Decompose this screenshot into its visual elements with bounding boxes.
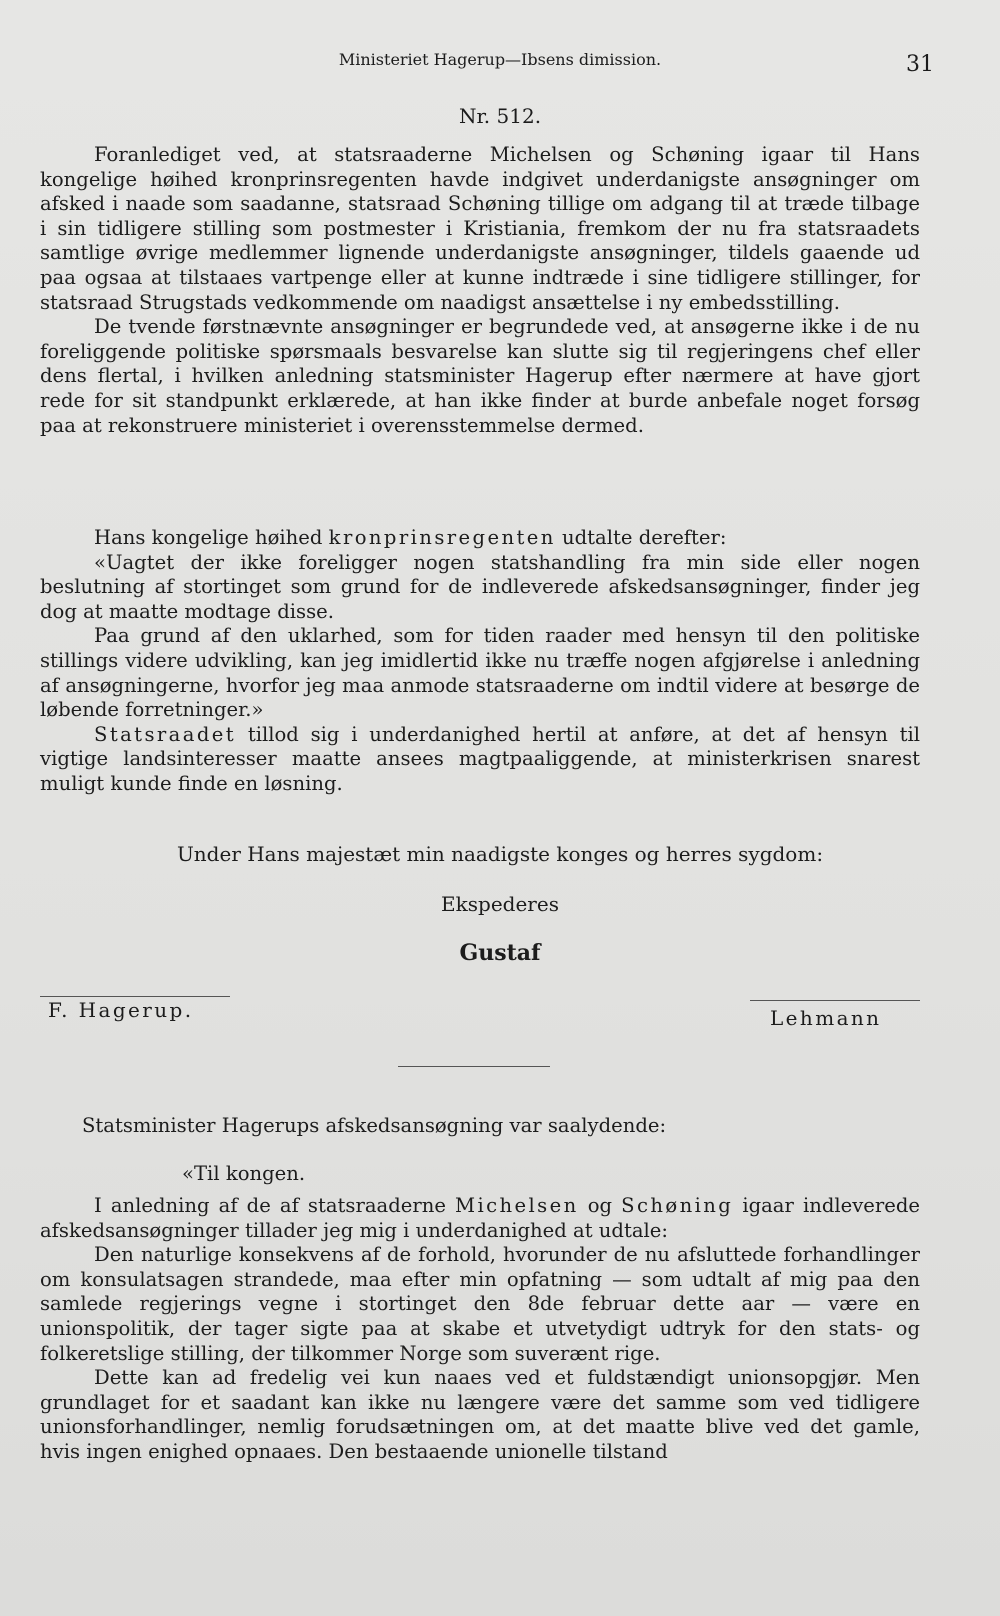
paragraph: Dette kan ad fredelig vei kun naaes ved et fuldstændigt unionsopgjør. Men grundlaget for et saadant kan ikke nu længere være det samme som ved tidligere unionsforhandlinger, nemlig forudsætningen om, at det maatte blive ved det gamle, hvis ingen enighed opnaaes. Den bestaaende unionelle tilstand: [40, 1366, 920, 1463]
address-line: [182, 1162, 582, 1187]
page-number: 31: [906, 52, 934, 77]
ekspederes-line: Ekspederes: [441, 892, 559, 916]
paragraph: [40, 1194, 920, 1243]
signature-rule-right: [750, 1000, 920, 1001]
spaced-name: kronprinsregenten: [328, 526, 556, 549]
paragraph: «Til kongen.: [182, 1162, 306, 1185]
spaced-name: Michelsen: [455, 1194, 579, 1217]
text-run: igaar indleverede afskedsansøgninger tillader jeg mig i underdanighed at udtale:: [40, 1194, 920, 1242]
spaced-name: Schøning: [621, 1194, 734, 1217]
paragraph: Statsminister Hagerups afskedsansøgning var saalydende:: [82, 1114, 667, 1137]
text-run: tillod sig i underdanighed hertil at anføre, at det af hensyn til vigtige landsinteresser maatte ansees magtpaaliggende, at ministerkrisen snarest muligt kunde finde en løsning.: [40, 722, 920, 795]
text-run: Hans kongelige høihed: [94, 526, 329, 549]
section-divider: [398, 1066, 550, 1067]
signature-left: F. Hagerup.: [48, 998, 194, 1022]
protocol-section: [40, 143, 920, 438]
text-run: udtalte derefter:: [555, 526, 727, 549]
royal-signature: Gustaf: [459, 940, 541, 966]
paragraph: Den naturlige konsekvens af de forhold, hvorunder de nu afsluttede forhandlinger om konsulatsagen strandede, maa efter min opfatning — som udtalt af mig paa den samlede regjerings vegne i stortinget den 8de februar dette aar — være en unionspolitik, der tager sigte paa at skabe et utvetydigt udtryk for den stats- og folkeretslige stilling, der tilkommer Norge som suverænt rige.: [40, 1243, 920, 1365]
spaced-name: Statsraadet: [94, 722, 237, 746]
text-run: I anledning af de af statsraaderne: [94, 1194, 455, 1217]
signature-rule-left: [40, 996, 230, 997]
paragraph: [40, 723, 920, 797]
paragraph: Foranlediget ved, at statsraaderne Michelsen og Schøning igaar til Hans kongelige høihed kronprinsregenten havde indgivet underdanigste ansøgninger om afsked i naade som saadanne, statsraad Schøning tillige om adgang til at træde tilbage i sin tidligere stilling som postmester i Kristiania, fremkom der nu fra statsraadets samtlige øvrige medlemmer lignende underdanigste ansøgninger, tildels gaaende ud paa ogsaa at tilstaaes vartpenge eller at kunne indtræde i sine tidligere stillinger, for statsraad Strugstads vedkommende om naadigst ansættelse i ny embedsstilling.: [40, 143, 920, 314]
regent-statement: [40, 526, 920, 797]
signature-right: Lehmann: [770, 1006, 882, 1030]
letter-body: [40, 1194, 920, 1465]
quote-paragraph: «Uagtet der ikke foreligger nogen statshandling fra min side eller nogen beslutning af stortinget som grund for de indleverede afskedsansøgninger, finder jeg dog at maatte modtage disse.: [40, 550, 920, 623]
paragraph: [40, 526, 920, 551]
paragraph: De tvende førstnævnte ansøgninger er begrundede ved, at ansøgerne ikke i de nu foreliggende politiske spørsmaals besvarelse kan slutte sig til regjeringens chef eller dens flertal, i hvilken anledning statsminister Hagerup efter nærmere at have gjort rede for sit standpunkt erklærede, at han ikke finder at burde anbefale noget forsøg paa at rekonstruere ministeriet i overensstemmelse dermed.: [40, 315, 920, 437]
document-number: Nr. 512.: [458, 104, 542, 128]
text-run: og: [578, 1194, 622, 1217]
running-header: Ministeriet Hagerup—Ibsens dimission.: [338, 50, 662, 69]
quote-paragraph: Paa grund af den uklarhed, som for tiden raader med hensyn til den politiske stillings videre udvikling, kan jeg imidlertid ikke nu træffe nogen afgjørelse i anledning af ansøgningerne, hvorfor jeg maa anmode statsraaderne om indtil videre at besørge de løbende forretninger.»: [40, 624, 920, 722]
sickness-clause: Under Hans majestæt min naadigste konges og herres sygdom:: [176, 842, 824, 866]
intro-line: [82, 1114, 922, 1139]
